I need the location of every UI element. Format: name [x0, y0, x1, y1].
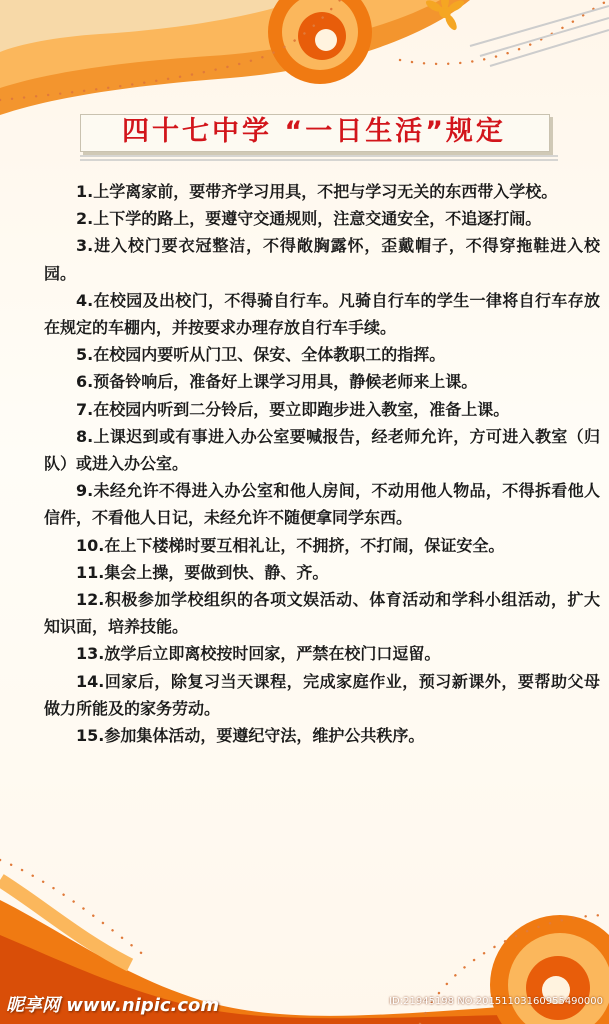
watermark-logo: 昵享网 www.nipic.com: [6, 995, 220, 1016]
rule-item: 3.进入校门要衣冠整洁，不得敞胸露怀，歪戴帽子，不得穿拖鞋进入校园。: [44, 236, 600, 283]
rule-item: 11.集会上操，要做到快、静、齐。: [76, 562, 329, 582]
rules-list: [44, 178, 600, 749]
rule-item: 10.在上下楼梯时要互相礼让，不拥挤，不打闹，保证安全。: [76, 535, 505, 555]
rule-item: 6.预备铃响后，准备好上课学习用具，静候老师来上课。: [76, 372, 478, 392]
page-title: 四十七中学 “一日生活”规定: [122, 116, 506, 147]
rule-item: 8.上课迟到或有事进入办公室要喊报告，经老师允许，方可进入教室（归队）或进入办公室。: [44, 426, 600, 474]
rule-item: 5.在校园内要听从门卫、保安、全体教职工的指挥。: [76, 345, 446, 365]
watermark-id: ID:21945198 NO:20151103160955490000: [389, 996, 603, 1007]
rule-item: 1.上学离家前，要带齐学习用具，不把与学习无关的东西带入学校。: [76, 182, 558, 201]
rule-item: 13.放学后立即离校按时回家，严禁在校门口逗留。: [76, 644, 441, 664]
rule-item: 2.上下学的路上，要遵守交通规则，注意交通安全，不追逐打闹。: [76, 209, 542, 229]
rule-item: 14.回家后，除复习当天课程，完成家庭作业，预习新课外，要帮助父母做力所能及的家务劳动。: [44, 671, 600, 718]
rule-item: 12.积极参加学校组织的各项文娱活动、体育活动和学科小组活动，扩大知识面，培养技能。: [44, 590, 600, 637]
rule-item: 7.在校园内听到二分铃后，要立即跑步进入教室，准备上课。: [76, 399, 510, 419]
rule-item: 9.未经允许不得进入办公室和他人房间，不动用他人物品，不得拆看他人信件，不看他人日记，未经允许不随便拿同学东西。: [44, 481, 600, 528]
rule-item: 15.参加集体活动，要遵纪守法，维护公共秩序。: [76, 726, 425, 746]
rule-item: 4.在校园及出校门，不得骑自行车。凡骑自行车的学生一律将自行车存放在规定的车棚内，并按要求办理存放自行车手续。: [44, 290, 600, 338]
